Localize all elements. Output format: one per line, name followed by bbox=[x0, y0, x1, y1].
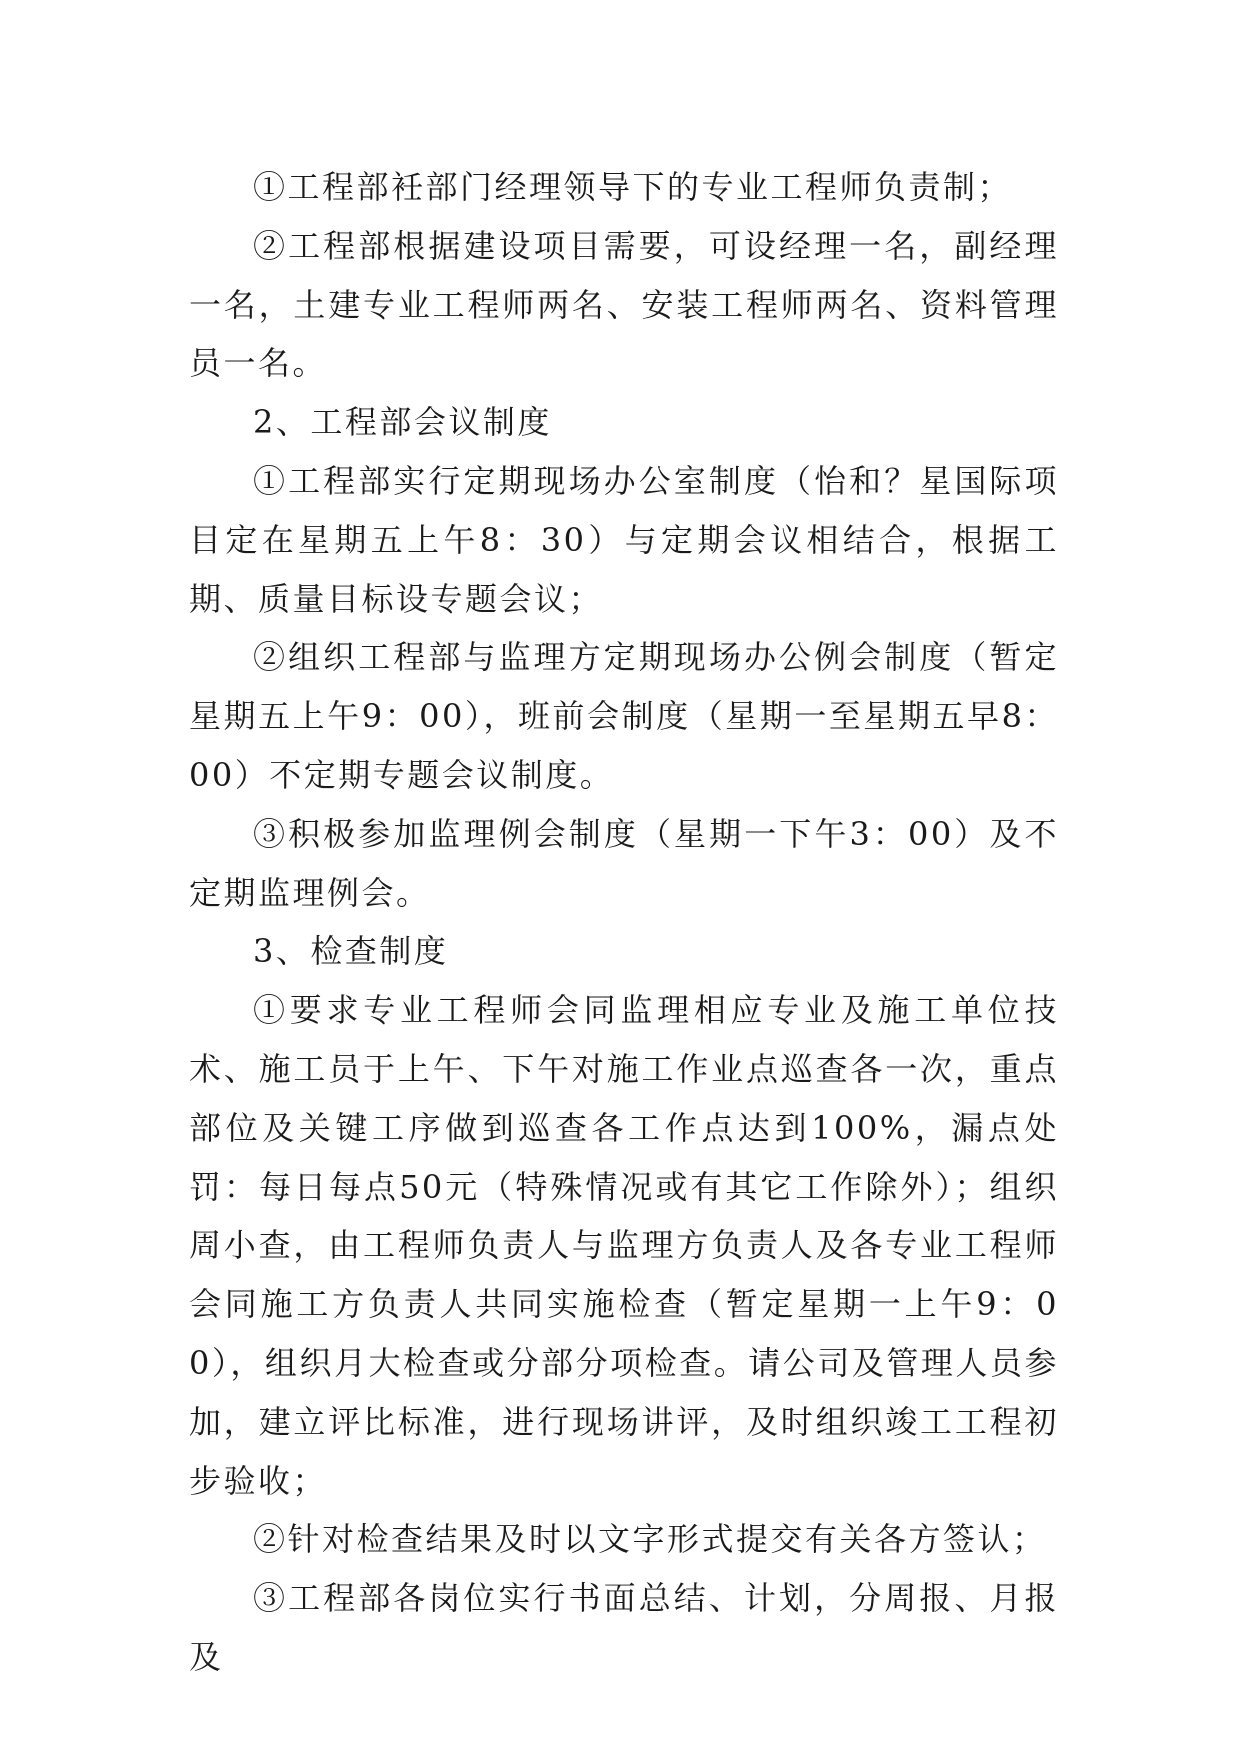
paragraph-site-office-system: ①工程部实行定期现场办公室制度（怡和？星国际项目定在星期五上午8：30）与定期会议相结合，根据工期、质量目标设专题会议； bbox=[189, 461, 1059, 618]
paragraph-written-reports: ③工程部各岗位实行书面总结、计划，分周报、月报及 bbox=[189, 1579, 1059, 1676]
section-heading-meeting-system: 2、工程部会议制度 bbox=[253, 403, 552, 442]
paragraph-inspection-rules: ①要求专业工程师会同监理相应专业及施工单位技术、施工员于上午、下午对施工作业点巡查各一次，重点部位及关键工序做到巡查各工作点达到100%，漏点处罚：每日每点50元（特殊情况或有其它工作除外）；组织周小查，由工程师负责人与监理方负责人及各专业工程师会同施工方负责人共同实施检查（暂定星期一上午9：00），组织月大检查或分部分项检查。请公司及管理人员参加，建立评比标准，进行现场讲评，及时组织竣工工程初步验收； bbox=[189, 991, 1059, 1500]
paragraph-staffing: ②工程部根据建设项目需要，可设经理一名，副经理一名，土建专业工程师两名、安装工程师两名、资料管理员一名。 bbox=[189, 226, 1059, 383]
paragraph-responsibility-system: ①工程部衽部门经理领导下的专业工程师负责制； bbox=[253, 168, 1013, 206]
document-body bbox=[189, 158, 1059, 1687]
paragraph-supervision-regular-meeting: ③积极参加监理例会制度（星期一下午3：00）及不定期监理例会。 bbox=[189, 814, 1059, 912]
section-heading-inspection-system: 3、检查制度 bbox=[253, 932, 449, 971]
paragraph-inspection-results: ②针对检查结果及时以文字形式提交有关各方签认； bbox=[253, 1520, 1047, 1559]
paragraph-supervision-meeting: ②组织工程部与监理方定期现场办公例会制度（暂定星期五上午9：00），班前会制度（星期一至星期五早8：00）不定期专题会议制度。 bbox=[189, 638, 1059, 794]
